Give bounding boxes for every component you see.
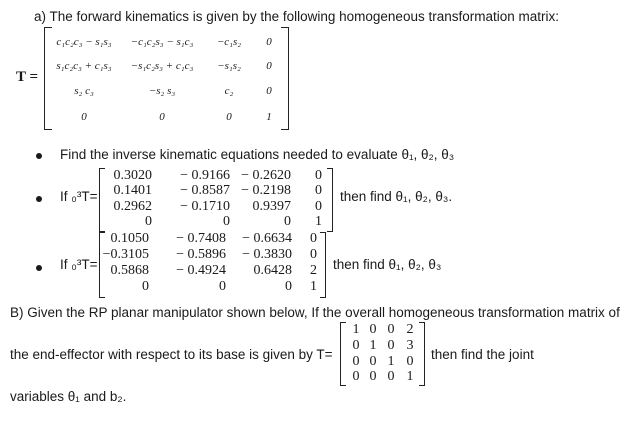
t-label: T = bbox=[16, 69, 39, 85]
part-b-line2-prefix: the end-effector with respect to its base is given by T= bbox=[10, 347, 333, 362]
matrix-cell: − 0.8587 bbox=[180, 183, 230, 198]
matrix-cell: 0 bbox=[387, 369, 395, 384]
matrix-cell: −s₁s₂ bbox=[217, 60, 241, 72]
matrix-cell: 0 bbox=[284, 214, 291, 229]
matrix-cell: − 0.2198 bbox=[241, 183, 291, 198]
matrix-cell: 1 bbox=[266, 111, 272, 123]
bullet-dot bbox=[36, 265, 42, 271]
matrix-cell: −c₁c₂s₃ − s₁c₃ bbox=[130, 36, 194, 48]
matrix-cell: 0 bbox=[369, 369, 377, 384]
matrix-cell: − 0.4924 bbox=[176, 263, 226, 278]
matrix-cell: 0 bbox=[81, 111, 87, 123]
matrix-cell: c₁c₂c₃ − s₁s₃ bbox=[56, 36, 112, 48]
part-b-line2-suffix: then find the joint bbox=[431, 347, 534, 362]
matrix-cell: 1 bbox=[315, 214, 322, 229]
matrix-cell: 0.1401 bbox=[113, 183, 152, 198]
matrix-cell: −s₂ s₃ bbox=[148, 85, 176, 97]
matrix-cell: 2 bbox=[310, 263, 317, 278]
matrix-cell: 0 bbox=[219, 279, 226, 294]
matrix-cell: −c₁s₂ bbox=[216, 36, 242, 48]
matrix-cell: 0 bbox=[266, 36, 272, 48]
matrix-cell: 1 bbox=[310, 279, 317, 294]
bullet3-prefix: If ₀³T= bbox=[60, 257, 98, 272]
matrix-cell: −0.3105 bbox=[102, 247, 149, 262]
bullet-dot bbox=[36, 153, 42, 159]
matrix-cell: 0 bbox=[223, 214, 230, 229]
bullet3-suffix: then find θ₁, θ₂, θ₃ bbox=[333, 257, 442, 272]
symbolic-matrix bbox=[44, 27, 289, 130]
matrix-cell: − 0.3830 bbox=[242, 247, 292, 262]
matrix-cell: − 0.9166 bbox=[180, 168, 230, 183]
bullet1-text: Find the inverse kinematic equations needed to evaluate θ₁, θ₂, θ₃ bbox=[60, 147, 455, 162]
matrix-cell: 0 bbox=[315, 199, 322, 214]
matrix-cell: 0 bbox=[159, 111, 165, 123]
matrix-cell: − 0.7408 bbox=[176, 231, 226, 246]
matrix-cell: 0 bbox=[352, 338, 360, 353]
matrix-cell: − 0.5896 bbox=[176, 247, 226, 262]
matrix-cell: 3 bbox=[406, 338, 414, 353]
matrix-cell: c₂ bbox=[224, 85, 234, 97]
matrix-cell: 0 bbox=[226, 111, 232, 123]
matrix-cell: 0 bbox=[310, 231, 317, 246]
matrix-cell: 0 bbox=[369, 354, 377, 369]
matrix-cell: 0 bbox=[266, 60, 272, 72]
matrix-cell: 0 bbox=[142, 279, 149, 294]
matrix-cell: 0.2962 bbox=[113, 199, 152, 214]
matrix-bracket-right bbox=[419, 322, 425, 386]
matrix-cell: 0.3020 bbox=[113, 168, 152, 183]
matrix-cell: 0 bbox=[387, 338, 395, 353]
matrix-bracket-right bbox=[327, 168, 333, 232]
matrix-cell: 0 bbox=[266, 85, 272, 97]
matrix-cell: 0 bbox=[387, 322, 395, 337]
matrix-cell: 0.6428 bbox=[253, 263, 292, 278]
matrix-cell: 0.9397 bbox=[252, 199, 291, 214]
matrix-cell: 0 bbox=[406, 354, 414, 369]
matrix-bracket-left bbox=[340, 322, 346, 386]
part-b-line3: variables θ₁ and b₂. bbox=[10, 389, 127, 404]
matrix-cell: 0 bbox=[352, 354, 360, 369]
matrix-cell: 1 bbox=[352, 322, 360, 337]
matrix-cell: 0 bbox=[315, 168, 322, 183]
matrix-cell: 0 bbox=[369, 322, 377, 337]
matrix-cell: s₁c₂c₃ + c₁s₃ bbox=[56, 60, 112, 72]
part-b-line1: B) Given the RP planar manipulator shown below, If the overall homogeneous transformation matrix of bbox=[10, 305, 620, 320]
matrix-cell: 0 bbox=[285, 279, 292, 294]
matrix-cell: 0 bbox=[145, 214, 152, 229]
matrix-cell: 0 bbox=[315, 183, 322, 198]
part-a-heading: a) The forward kinematics is given by the following homogeneous transformation matrix: bbox=[34, 9, 559, 24]
matrix-cell: −s₁c₂s₃ + c₁c₃ bbox=[130, 60, 194, 72]
bullet2-suffix: then find θ₁, θ₂, θ₃. bbox=[340, 189, 453, 204]
matrix-cell: − 0.1710 bbox=[180, 199, 230, 214]
matrix-cell: 1 bbox=[369, 338, 377, 353]
matrix-cell: 2 bbox=[406, 322, 414, 337]
matrix-cell: 0 bbox=[352, 369, 360, 384]
matrix-cell: 0 bbox=[310, 247, 317, 262]
matrix-cell: 1 bbox=[406, 369, 414, 384]
bullet-dot bbox=[36, 196, 42, 202]
matrix-cell: s₂ c₃ bbox=[74, 85, 94, 97]
matrix-cell: − 0.6634 bbox=[242, 231, 292, 246]
matrix-cell: 1 bbox=[387, 354, 395, 369]
matrix-bracket-right bbox=[320, 232, 326, 298]
bullet2-prefix: If ₀³T= bbox=[60, 189, 98, 204]
matrix-cell: 0.1050 bbox=[110, 231, 149, 246]
matrix-cell: − 0.2620 bbox=[241, 168, 291, 183]
matrix-cell: 0.5868 bbox=[110, 263, 149, 278]
